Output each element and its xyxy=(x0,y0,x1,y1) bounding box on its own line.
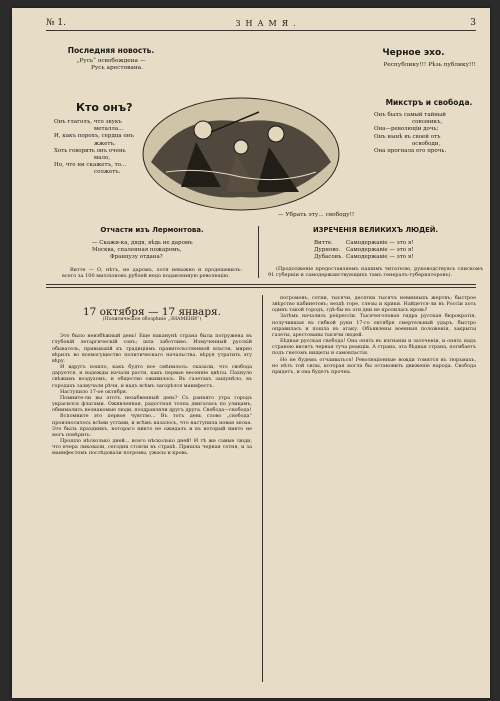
latest-news-title: Последняя новость. xyxy=(67,46,155,55)
mikstr-line: Она—революціи дочь; xyxy=(374,126,439,133)
section-divider xyxy=(46,287,476,288)
lermontov-verse: — Скажи-ка, дядя, вѣдь не даромъ xyxy=(92,240,193,246)
saying-author: Витте. xyxy=(314,240,333,246)
saying-text: Самодержавіе — это я! xyxy=(346,240,414,246)
article-paragraph: Вспомните это первое чувство... Въ тотъ день слово „свобода“ произносилось всѣми устами, и всѣмъ казалось, что наступила новая эпоха. Это былъ праздникъ, котораго никто не ожидалъ и въ который никто не могъ повѣрить. xyxy=(52,413,252,438)
saying-row xyxy=(268,247,483,254)
who-line: И, какъ порохъ, сердца онъ xyxy=(54,133,134,140)
black-echo xyxy=(351,48,476,69)
column-divider xyxy=(258,226,259,278)
section-divider xyxy=(46,284,476,285)
saying-text: Самодержавіе — это я! xyxy=(346,254,414,261)
sayings-note: (Продолженіе предоставляемъ нашимъ читателю, руководствуясь спискомъ 91 губерніи и самодержавствующихъ тамъ генералъ-губернаторовъ). xyxy=(268,265,483,279)
who-line: Хоть говорить онъ очень xyxy=(54,147,126,154)
who-line: солжетъ. xyxy=(94,169,121,176)
latest-news-line2: Русь арестована. xyxy=(91,65,143,72)
top-section xyxy=(46,36,483,280)
masthead-title: ЗНАМЯ. xyxy=(235,18,301,28)
article-section xyxy=(46,295,476,682)
who-title: Кто онъ? xyxy=(76,101,133,114)
lermontov-verse: Французу отдана? xyxy=(110,254,163,261)
article-paragraph: Помните-ли вы этотъ незабвенный день? Съ ранняго утра городъ украсился флагами. Оживленная, радостная толпа двигалась по улицамъ, обнимались незнакомые люди, поздравляли другъ друга. Свобода—свобода! xyxy=(52,394,252,414)
sayings-title: ИЗРЕЧЕНІЯ ВЕЛИКИХЪ ЛЮДЕЙ. xyxy=(312,226,439,234)
page-number: 3 xyxy=(470,18,476,28)
article-paragraph: Наступило 17-ое октября. xyxy=(60,388,128,395)
saying-author: Дурново. xyxy=(314,247,341,254)
issue-number: № 1. xyxy=(46,18,66,28)
article-subtitle: (Политическое обозрѣніе „ЗНАМЕНИ“) xyxy=(102,317,202,323)
latest-news xyxy=(56,46,166,72)
article-left-column xyxy=(52,295,252,682)
cartoon-drawing xyxy=(141,92,341,212)
mikstr-line: союзникъ, xyxy=(412,119,443,126)
lermontov-title: Отчасти изъ Лермонтова. xyxy=(100,226,204,234)
saying-author: Дубасовъ. xyxy=(314,254,344,261)
mikstr-title: Микстръ и свобода. xyxy=(385,98,473,107)
who-line: жжетъ. xyxy=(94,140,116,147)
article-paragraph: И вдругъ пошло, какъ будто все смѣнилось: сказали, что свобода даруется, и надежды начали расти, какъ первые весенніе цвѣты. Пахнуло свѣжимъ воздухомъ, и общество оживилось. Въ газетахъ зашумѣло, въ городахъ зазвучали рѣчи, и надъ всѣмъ загорѣлся манифестъ. xyxy=(52,364,252,389)
cartoon-caption: — Убрать эту... свободу!! xyxy=(277,212,355,218)
article-right-column xyxy=(272,295,476,682)
saying-row xyxy=(268,254,483,261)
mikstr-line: Онъ былъ самый тайный xyxy=(374,112,446,118)
black-echo-title: Черное эхо. xyxy=(382,48,445,58)
sayings-section xyxy=(268,226,483,278)
column-divider xyxy=(262,295,263,682)
mikstr-poem xyxy=(374,98,484,155)
article-paragraph: Но не будемъ отчаиваться! Революціонные вожди томятся въ тюрьмахъ, но нѣтъ той силы, которая могла бы остановить движеніе народа. Свобода придетъ, и она будетъ прочна. xyxy=(272,356,476,375)
page-header xyxy=(46,16,476,31)
mikstr-line: Онъ нынѣ въ своей отъ xyxy=(374,133,441,140)
article-paragraph: погромовъ, сотни, тысячи, десятки тысячъ невинныхъ жертвъ; быстрое звѣрство кабинетовъ; вездѣ горе, слезы и крики. Найдется-ли въ Россіи хоть одинъ такой городъ, гдѣ-бы въ эти дни не пролилась кровь? xyxy=(272,295,476,314)
saying-text: Самодержавіе — это я! xyxy=(346,247,414,254)
lermontov-prose: Витте — О, нѣтъ, не даромъ, хотя неважно и продешевилъ: всего за 100 миллiоновъ рублей недо подавленную революцію. xyxy=(62,266,242,280)
black-echo-text: Республику!!! Рѣзь публику!!! xyxy=(383,62,476,68)
mikstr-line: Она прогнала его прочь. xyxy=(374,148,447,155)
latest-news-line1: „Русь“ освобождена — xyxy=(76,58,146,64)
cartoon-illustration xyxy=(141,92,341,212)
mikstr-line: освободи, xyxy=(412,140,441,147)
saying-row xyxy=(268,240,483,247)
article-paragraph: Это было неизбѣжный день! Еще наканунѣ страна была погружена въ глубокій летаргическій сонъ; шла заботливо. Измученный русскій обыватель, привыкшій къ традиціямъ правительственной власти, мирно вѣрилъ во всемогущество политическаго начальства, вѣруя утратить эту вѣру. xyxy=(52,333,252,364)
article-title: 17 октября — 17 января. xyxy=(82,306,222,318)
article-paragraph: Затѣмъ начались репрессіи. Тысячеголовая гидра русская бюрократія, получившая въ гибкой руки 17-го октября смертельный ударъ, быстро оправилась и пошла въ атаку. Объявлены военныя положенія, закрыты газеты, арестованы тысячи людей. xyxy=(272,313,476,338)
newspaper-page xyxy=(12,8,490,698)
who-line: мало, xyxy=(94,155,111,162)
who-line: металла... xyxy=(94,126,124,133)
who-line: Но, что ни скажетъ, то... xyxy=(54,162,127,169)
who-poem xyxy=(54,102,149,177)
who-line: Онъ глаголъ, что звукъ xyxy=(54,119,122,125)
lermontov-verse: Москва, спаленная пожаромъ, xyxy=(92,247,182,254)
lermontov-section xyxy=(62,226,242,279)
article-paragraph: Бѣдная русская свобода! Она опять въ изгнаніи и заточеніи, и опять надъ страною виситъ черная туча реакціи. А страна, эта бѣдная страна, погибаетъ подъ гнетомъ нищеты и самовластія. xyxy=(272,338,476,357)
article-paragraph: Прошло нѣсколько дней... всего нѣсколько дней! И тѣ же самые люди, что вчера ликовали, сегодня стояли въ страхѣ. Пришла черная сотня, и за манифестомъ послѣдовали погромы, ужасы и кровь. xyxy=(52,437,252,457)
